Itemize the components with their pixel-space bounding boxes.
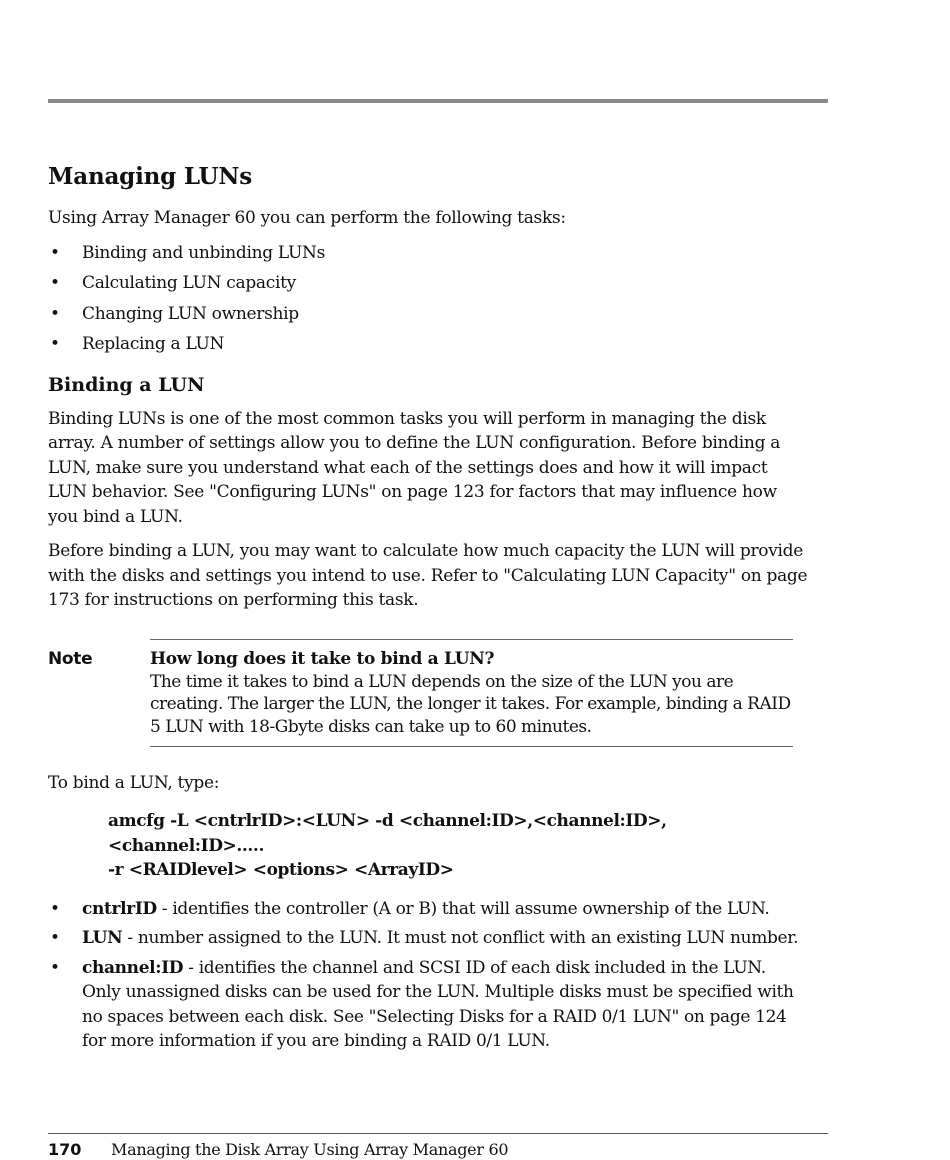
paragraph: Before binding a LUN, you may want to calculate how much capacity the LUN will provide with the disks and settings you intend to use. Refer to "Calculating LUN Capacity" on page 173 for instructions on performing this task. xyxy=(48,541,808,610)
list-item xyxy=(48,897,808,922)
command-line: -r <RAIDlevel> <options> <ArrayID> xyxy=(108,860,454,880)
bullet-icon: • xyxy=(50,334,60,354)
list-item: • Binding and unbinding LUNs xyxy=(48,241,808,266)
parameter-list xyxy=(48,897,808,1054)
command-intro: To bind a LUN, type: xyxy=(48,772,220,793)
header-rule xyxy=(48,99,828,103)
note-label: Note xyxy=(48,648,93,669)
bullet-icon: • xyxy=(50,898,60,919)
note-body: The time it takes to bind a LUN depends on the size of the LUN you are creating. The larger the LUN, the longer it takes. For example, binding a RAID 5 LUN with 18-Gbyte disks can take up to 60 minutes. xyxy=(150,671,791,737)
list-item xyxy=(48,926,808,951)
param-desc: - identifies the channel and SCSI ID of each disk included in the LUN. Only unassigned disks can be used for the LUN. Multiple disks must be specified with no spaces between each disk. See "Selecting Disks for a RAID 0/1 LUN" on page 124 for more information if you are binding a RAID 0/1 LUN. xyxy=(82,957,794,1051)
param-term: channel:ID xyxy=(82,957,184,978)
bullet-icon: • xyxy=(50,957,60,978)
note-content xyxy=(150,639,793,748)
bullet-icon: • xyxy=(50,242,60,263)
note-title: How long does it take to bind a LUN? xyxy=(150,648,495,669)
list-item: • Replacing a LUN xyxy=(48,332,808,357)
section-title: Managing LUNs xyxy=(48,163,252,190)
page-content xyxy=(48,162,808,1059)
list-item: • Changing LUN ownership xyxy=(48,302,808,327)
list-item xyxy=(48,956,808,1054)
command-line: amcfg -L <cntrlrID>:<LUN> -d <channel:ID>,<channel:ID>,<channel:ID>..... xyxy=(108,811,667,856)
param-term: cntrlrID xyxy=(82,898,157,919)
subsection-title: Binding a LUN xyxy=(48,373,205,396)
list-item: • Calculating LUN capacity xyxy=(48,271,808,296)
bullet-icon: • xyxy=(50,928,60,948)
task-list xyxy=(48,241,808,357)
param-desc: - identifies the controller (A or B) that will assume ownership of the LUN. xyxy=(156,898,770,919)
note-box xyxy=(48,639,808,747)
footer-rule xyxy=(48,1133,828,1134)
paragraph: Binding LUNs is one of the most common tasks you will perform in managing the disk array. A number of settings allow you to define the LUN configuration. Before binding a LUN, make sure you understand what each of the settings does and how it will impact LUN behavior. See "Configuring LUNs" on page 123 for factors that may influence how you bind a LUN. xyxy=(48,408,781,527)
bullet-icon: • xyxy=(50,273,60,293)
footer-chapter-title: Managing the Disk Array Using Array Manager 60 xyxy=(111,1140,509,1159)
param-term: LUN xyxy=(82,928,123,948)
page-number: 170 xyxy=(48,1140,82,1159)
bullet-icon: • xyxy=(50,303,60,324)
command-block xyxy=(108,809,808,883)
param-desc: - number assigned to the LUN. It must not conflict with an existing LUN number. xyxy=(122,928,799,948)
section-intro: Using Array Manager 60 you can perform the following tasks: xyxy=(48,208,566,228)
